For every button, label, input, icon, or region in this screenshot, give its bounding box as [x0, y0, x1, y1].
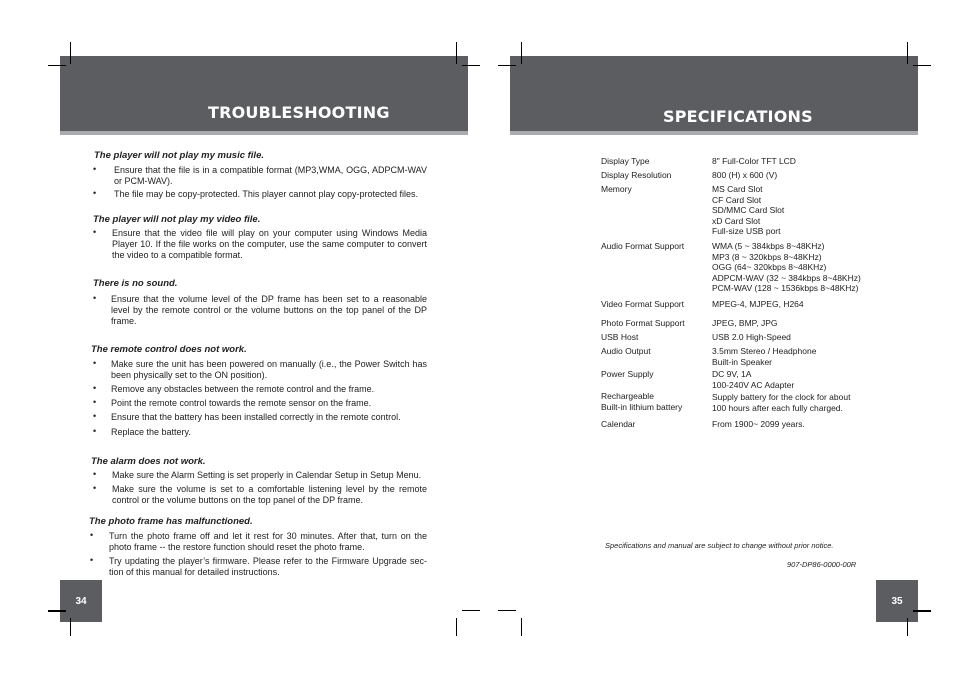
- spec-label: Photo Format Support: [601, 318, 685, 328]
- bullet-icon: •: [90, 555, 94, 565]
- troubleshooting-step-line: Try updating the player’s firmware. Please refer to the Firmware Upgrade sec-: [109, 556, 427, 566]
- spec-label: Display Resolution: [601, 170, 672, 180]
- bullet-icon: •: [93, 164, 97, 174]
- crop-mark: [907, 42, 908, 64]
- spec-value: SD/MMC Card Slot: [712, 205, 785, 215]
- spec-label: Rechargeable: [601, 391, 654, 401]
- troubleshooting-step-line: frame.: [111, 316, 137, 326]
- spec-label: Power Supply: [601, 369, 654, 379]
- left-header-divider: [60, 131, 468, 135]
- crop-mark: [913, 65, 931, 66]
- crop-mark: [498, 65, 516, 66]
- crop-mark: [498, 610, 516, 611]
- spec-value: USB 2.0 High-Speed: [712, 332, 791, 342]
- change-notice: Specifications and manual are subject to change without prior notice.: [605, 541, 834, 550]
- spec-value: CF Card Slot: [712, 194, 762, 205]
- spec-value: JPEG, BMP, JPG: [712, 318, 778, 328]
- spec-label: Video Format Support: [601, 299, 684, 309]
- troubleshooting-step-line: tion of this manual for detailed instructions.: [109, 567, 280, 577]
- troubleshooting-step-line: Remove any obstacles between the remote control and the frame.: [111, 384, 375, 394]
- troubleshooting-step-line: Make sure the unit has been powered on manually (i.e., the Power Switch has: [111, 359, 427, 369]
- bullet-icon: •: [93, 358, 97, 368]
- bullet-icon: •: [93, 411, 97, 421]
- troubleshooting-question: The photo frame has malfunctioned.: [89, 516, 253, 527]
- bullet-icon: •: [93, 483, 97, 493]
- troubleshooting-step-line: the video to a compatible format.: [112, 250, 243, 260]
- troubleshooting-question: The player will not play my music file.: [94, 150, 264, 161]
- spec-value: 3.5mm Stereo / Headphone: [712, 346, 817, 356]
- troubleshooting-question: The player will not play my video file.: [93, 214, 261, 225]
- bullet-icon: •: [93, 383, 97, 393]
- troubleshooting-step-line: Turn the photo frame off and let it rest for 30 minutes. After that, turn on the: [109, 531, 427, 541]
- troubleshooting-step-line: Make sure the volume is set to a comfortable listening level by the remote: [112, 484, 427, 494]
- bullet-icon: •: [93, 227, 97, 237]
- crop-mark: [907, 618, 908, 636]
- spec-label: Calendar: [601, 419, 636, 429]
- page-number-right: 35: [876, 580, 918, 622]
- troubleshooting-question: The remote control does not work.: [91, 344, 247, 355]
- troubleshooting-step-line: photo frame -- the restore function should reset the photo frame.: [109, 542, 365, 552]
- bullet-icon: •: [93, 397, 97, 407]
- spec-value: 100-240V AC Adapter: [712, 379, 795, 390]
- crop-mark: [913, 610, 931, 612]
- right-header-divider: [510, 131, 918, 135]
- troubleshooting-step-line: Point the remote control towards the remote sensor on the frame.: [111, 398, 372, 408]
- troubleshooting-step-line: or PCM-WAV).: [114, 176, 173, 186]
- troubleshooting-step-line: Player 10. If the file works on the computer, use the same computer to convert: [112, 239, 427, 249]
- crop-mark: [521, 618, 522, 636]
- spec-label: Audio Format Support: [601, 241, 685, 251]
- troubleshooting-step-line: Make sure the Alarm Setting is set properly in Calendar Setup in Setup Menu.: [112, 470, 422, 480]
- crop-mark: [48, 65, 66, 66]
- spec-value: MPEG-4, MJPEG, H264: [712, 299, 804, 309]
- page-title-specifications: SPECIFICATIONS: [663, 107, 813, 126]
- spec-value: DC 9V, 1A: [712, 369, 752, 379]
- troubleshooting-step-line: been physically set to the ON position).: [111, 370, 268, 380]
- crop-mark: [456, 42, 457, 64]
- troubleshooting-step-line: Replace the battery.: [111, 427, 191, 437]
- document-code: 907-DP86-0000-00R: [787, 560, 857, 569]
- crop-mark: [456, 618, 457, 636]
- troubleshooting-step-line: Ensure that the battery has been installed correctly in the remote control.: [111, 412, 401, 422]
- spec-label: Built-in lithium battery: [601, 401, 683, 412]
- spec-value: 100 hours after each fully charged.: [712, 402, 843, 413]
- spec-label: Display Type: [601, 156, 650, 166]
- troubleshooting-step-line: Ensure that the video file will play on your computer using Windows Media: [112, 228, 427, 238]
- bullet-icon: •: [93, 469, 97, 479]
- crop-mark: [70, 42, 71, 64]
- spec-value: Full-size USB port: [712, 226, 781, 236]
- bullet-icon: •: [93, 188, 97, 198]
- bullet-icon: •: [93, 293, 97, 303]
- spec-value: Supply battery for the clock for about: [712, 392, 851, 402]
- spec-value: ADPCM-WAV (32 ~ 384kbps 8~48KHz): [712, 272, 861, 283]
- spec-value: xD Card Slot: [712, 215, 761, 226]
- spec-value: 8" Full-Color TFT LCD: [712, 156, 796, 166]
- spec-value: MP3 (8 ~ 320kbps 8~48KHz): [712, 251, 822, 262]
- crop-mark: [48, 610, 66, 612]
- troubleshooting-step-line: The file may be copy-protected. This player cannot play copy-protected files.: [114, 189, 418, 199]
- spec-value: OGG (64~ 320kbps 8~48KHz): [712, 262, 827, 272]
- spec-value: WMA (5 ~ 384kbps 8~48KHz): [712, 241, 825, 251]
- bullet-icon: •: [90, 530, 94, 540]
- spec-label: Memory: [601, 184, 632, 194]
- troubleshooting-step-line: control or the volume buttons on the top panel of the DP frame.: [112, 495, 363, 505]
- spec-label: Audio Output: [601, 346, 651, 356]
- spec-value: PCM-WAV (128 ~ 1536kbps 8~48KHz): [712, 283, 859, 293]
- spec-value: 800 (H) x 600 (V): [712, 170, 778, 180]
- spec-label: USB Host: [601, 332, 639, 342]
- troubleshooting-step-line: Ensure that the file is in a compatible format (MP3,WMA, OGG, ADPCM-WAV: [114, 165, 427, 175]
- spec-value: From 1900~ 2099 years.: [712, 419, 805, 429]
- crop-mark: [462, 610, 480, 611]
- troubleshooting-question: The alarm does not work.: [91, 456, 206, 467]
- spec-value: MS Card Slot: [712, 184, 763, 194]
- page-number-left: 34: [60, 580, 102, 622]
- crop-mark: [462, 65, 480, 66]
- page-title-troubleshooting: TROUBLESHOOTING: [208, 103, 390, 122]
- troubleshooting-question: There is no sound.: [93, 278, 178, 289]
- crop-mark: [70, 618, 71, 636]
- troubleshooting-step-line: level by the remote control or the volume buttons on the top panel of the DP: [111, 305, 427, 315]
- troubleshooting-step-line: Ensure that the volume level of the DP frame has been set to a reasonable: [111, 294, 427, 304]
- bullet-icon: •: [93, 426, 97, 436]
- spec-value: Built-in Speaker: [712, 356, 773, 367]
- crop-mark: [521, 42, 522, 64]
